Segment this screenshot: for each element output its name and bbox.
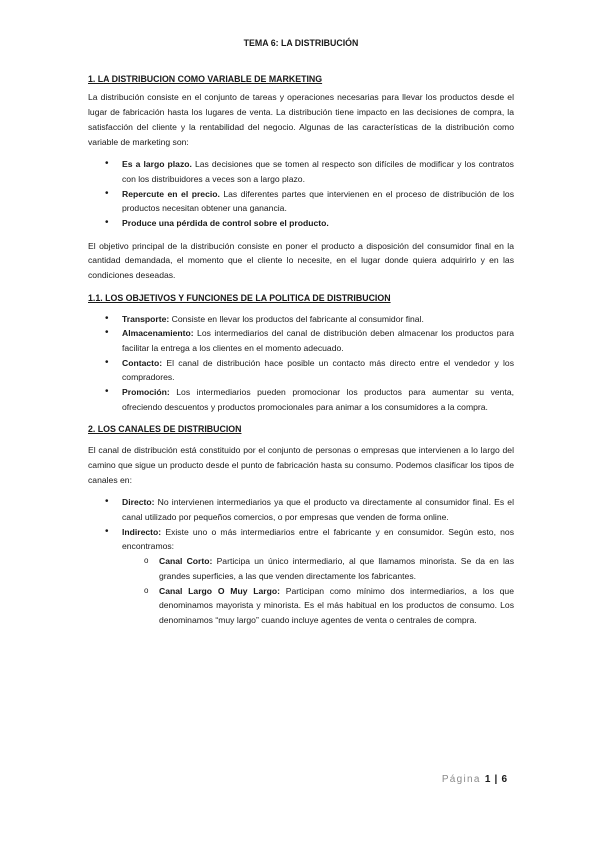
list-item (88, 356, 514, 385)
list-item (88, 216, 514, 231)
page-footer (442, 774, 507, 785)
item-term: Almacenamiento: (122, 328, 194, 339)
list-item (88, 525, 514, 628)
item-text: Los intermediarios pueden promocionar los productos para aumentar su venta, ofreciendo descuentos y productos promocionales para animar a los consumidores a la compra. (122, 387, 514, 412)
sub-list-item (88, 554, 514, 583)
bullet-list (88, 495, 514, 627)
document-title: TEMA 6: LA DISTRIBUCIÓN (243, 38, 359, 48)
bullet-list (88, 312, 514, 415)
section-paragraph: El canal de distribución está constituido por el conjunto de personas o empresas que intervienen a lo largo del camino que sigue un producto desde el punto de fabricación hasta su consumo. Podemos clasificar los tipos de canales en: (88, 445, 514, 485)
section-paragraph: La distribución consiste en el conjunto de tareas y operaciones necesarias para llevar los productos desde el lugar de fabricación hasta los lugares de venta. La distribución tiene impacto en las decisiones de compra, la satisfacción del cliente y la rentabilidad del negocio. Algunas de las características de la distribución como variable de marketing son: (88, 92, 514, 147)
item-text: Los intermediarios del canal de distribución deben almacenar los productos para facilitar la entrega a los clientes en el momento adecuado. (122, 328, 514, 353)
item-text: Participan como mínimo dos intermediarios, a los que denominamos mayorista y minorista. Es el más habitual en los productos de consumo. Los denominamos “muy largo” cuando incluye agentes de venta o centrales de compra. (159, 585, 514, 625)
footer-page-number: 1 (484, 774, 491, 785)
list-item (88, 495, 514, 524)
sub-list-item (88, 584, 514, 628)
list-item (88, 312, 514, 327)
list-item (88, 326, 514, 355)
list-item (88, 385, 514, 414)
item-term: Indirecto: (122, 526, 162, 537)
page-content (88, 36, 514, 636)
item-term: Produce una pérdida de control sobre el producto. (122, 218, 329, 229)
bullet-list (88, 157, 514, 231)
item-term: Canal Corto: (159, 556, 213, 567)
item-term: Repercute en el precio. (122, 188, 220, 199)
item-text: Las decisiones que se tomen al respecto son difíciles de modificar y los contratos con los distribuidores a veces son a largo plazo. (122, 159, 514, 184)
section-paragraph: El objetivo principal de la distribución consiste en poner el producto a disposición del consumidor final en la cantidad demandada, el momento que el cliente lo necesite, en el lugar donde quiera adquirirlo y en las condiciones deseadas. (88, 240, 514, 281)
item-term: Canal Largo O Muy Largo: (159, 585, 281, 596)
item-text: Consiste en llevar los productos del fabricante al consumidor final. (169, 313, 424, 324)
sub-bullet-list (88, 554, 514, 628)
section-heading: 1. LA DISTRIBUCION COMO VARIABLE DE MARKETING (88, 73, 323, 84)
item-term: Transporte: (122, 313, 170, 324)
footer-label: Página (441, 774, 481, 785)
footer-page-total: 6 (501, 774, 507, 785)
item-term: Es a largo plazo. (122, 159, 192, 170)
item-text: Participa un único intermediario, al que llamamos minorista. Se da en las grandes superficies, a las que venden directamente los fabricantes. (159, 556, 514, 581)
list-item (88, 187, 514, 216)
item-term: Directo: (122, 497, 155, 508)
section-heading: 2. LOS CANALES DE DISTRIBUCION (88, 424, 242, 435)
item-term: Contacto: (122, 357, 163, 368)
footer-separator: | (494, 774, 498, 785)
item-text: El canal de distribución hace posible un contacto más directo entre el vendedor y los compradores. (122, 357, 514, 383)
item-text: No intervienen intermediarios ya que el producto va directamente al consumidor final. Es el canal utilizado por pequeños comercios, o por empresas que venden de forma online. (122, 497, 514, 522)
item-text: Existe uno o más intermediarios entre el fabricante y en consumidor. Según esto, nos encontramos: (122, 526, 514, 552)
item-term: Promoción: (122, 387, 170, 398)
list-item (88, 157, 514, 186)
item-text: Las diferentes partes que intervienen en el proceso de distribución de los productos necesitan obtener una ganancia. (122, 188, 514, 214)
section-heading: 1.1. LOS OBJETIVOS Y FUNCIONES DE LA POLITICA DE DISTRIBUCION (88, 292, 391, 303)
